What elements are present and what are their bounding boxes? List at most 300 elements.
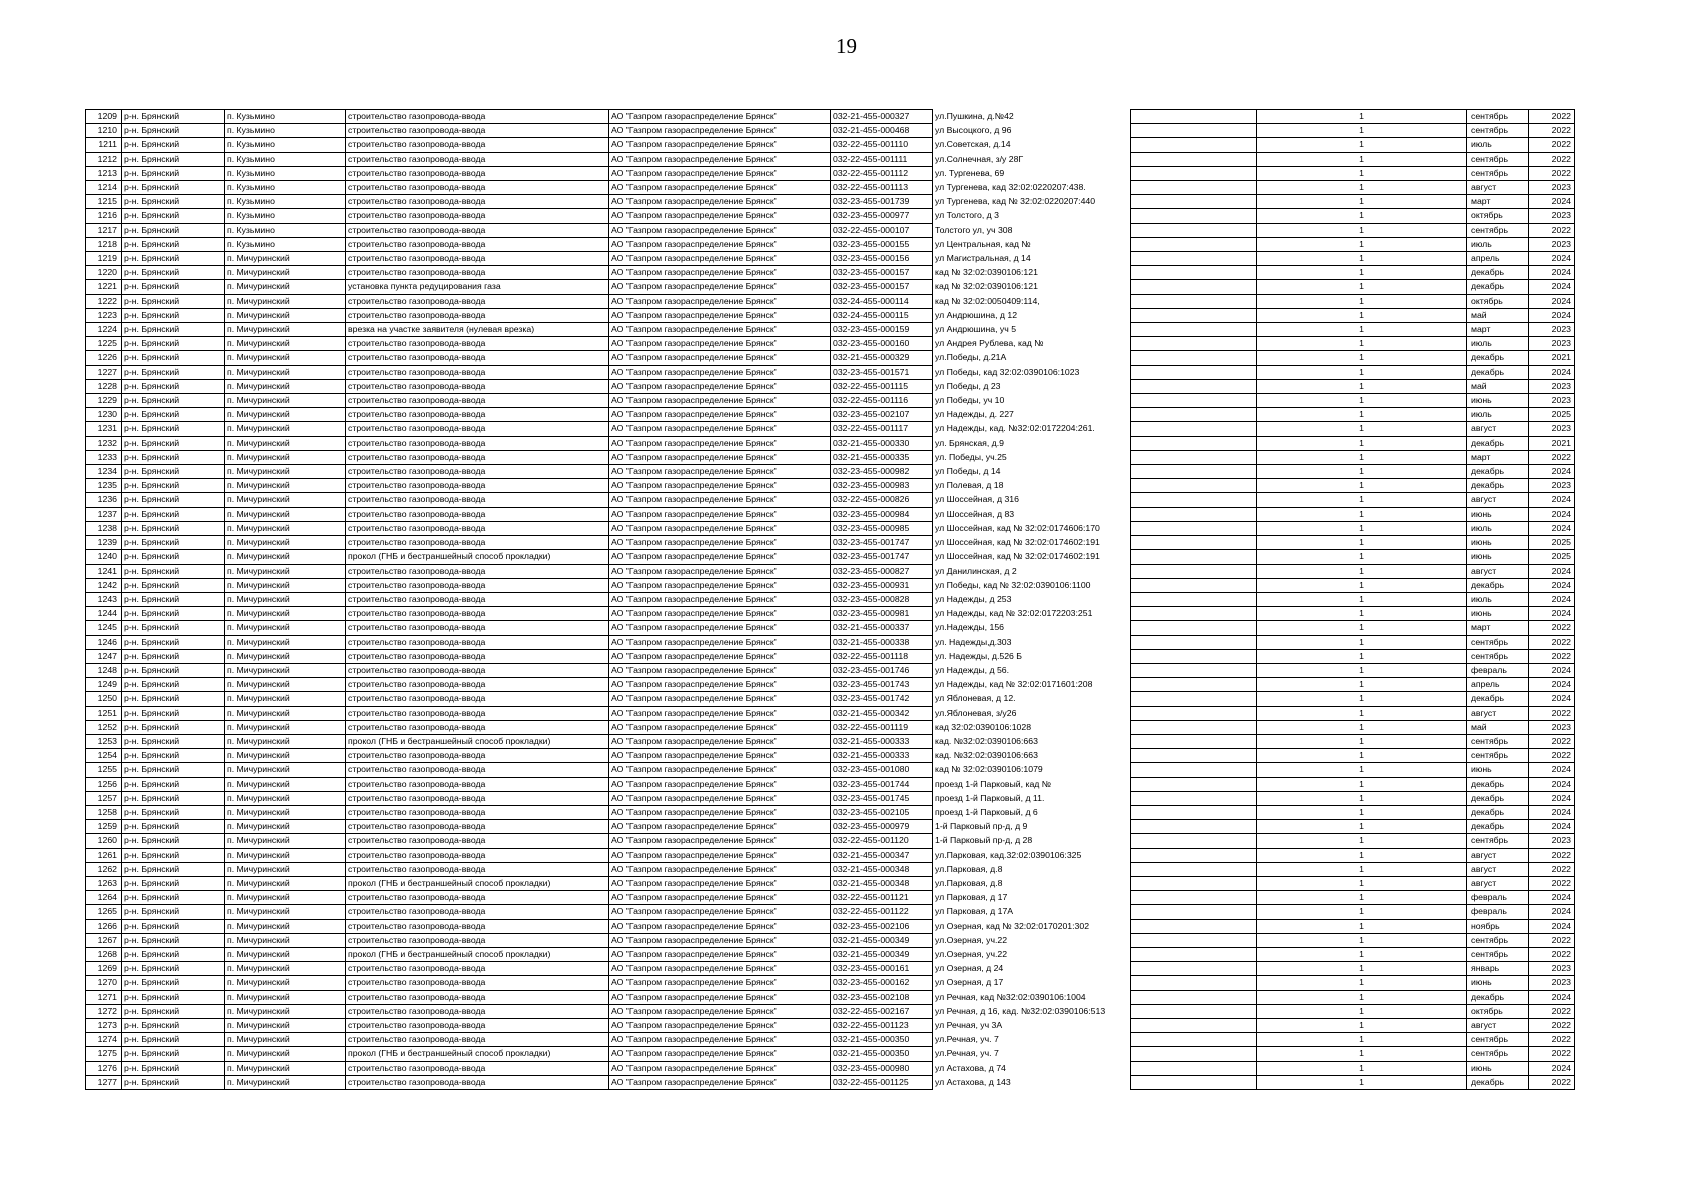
application-code-cell: 032-23-455-002106 (831, 919, 933, 933)
application-code-cell: 032-24-455-000114 (831, 294, 933, 308)
organization-cell: АО "Газпром газораспределение Брянск" (609, 763, 831, 777)
month-cell: декабрь (1467, 479, 1529, 493)
settlement-cell: п. Мичуринский (225, 308, 346, 322)
table-row (86, 876, 1133, 890)
organization-cell: АО "Газпром газораспределение Брянск" (609, 820, 831, 834)
row-number: 1268 (86, 947, 122, 961)
table-row (86, 450, 1133, 464)
month-cell: февраль (1467, 891, 1529, 905)
settlement-cell: п. Мичуринский (225, 578, 346, 592)
row-number: 1237 (86, 507, 122, 521)
settlement-cell: п. Мичуринский (225, 962, 346, 976)
year-cell: 2024 (1529, 919, 1575, 933)
table-row (1131, 649, 1575, 663)
address-cell: ул Победы, кад 32:02:0390106:1023 (935, 366, 1080, 377)
quantity-cell: 1 (1257, 947, 1467, 961)
year-cell: 2024 (1529, 280, 1575, 294)
quantity-cell: 1 (1257, 394, 1467, 408)
empty-cell (1131, 138, 1257, 152)
address-cell: ул Полевая, д 18 (935, 480, 1004, 491)
settlement-cell: п. Мичуринский (225, 1061, 346, 1075)
work-type-cell: строительство газопровода-ввода (346, 394, 609, 408)
district-cell: р-н. Брянский (122, 323, 225, 337)
records-table-right (1130, 109, 1575, 1090)
address-cell: 1-й Парковый пр-д, д 9 (935, 821, 1028, 832)
application-code-cell: 032-23-455-000977 (831, 209, 933, 223)
quantity-cell: 1 (1257, 1047, 1467, 1061)
work-type-cell: строительство газопровода-ввода (346, 763, 609, 777)
settlement-cell: п. Мичуринский (225, 607, 346, 621)
quantity-cell: 1 (1257, 550, 1467, 564)
settlement-cell: п. Мичуринский (225, 905, 346, 919)
year-cell: 2023 (1529, 379, 1575, 393)
district-cell: р-н. Брянский (122, 720, 225, 734)
organization-cell: АО "Газпром газораспределение Брянск" (609, 1061, 831, 1075)
application-code-cell: 032-23-455-001745 (831, 791, 933, 805)
row-number: 1218 (86, 237, 122, 251)
district-cell: р-н. Брянский (122, 465, 225, 479)
table-row (1131, 905, 1575, 919)
district-cell: р-н. Брянский (122, 976, 225, 990)
year-cell: 2024 (1529, 791, 1575, 805)
organization-cell: АО "Газпром газораспределение Брянск" (609, 493, 831, 507)
settlement-cell: п. Мичуринский (225, 351, 346, 365)
table-row (86, 507, 1133, 521)
row-number: 1216 (86, 209, 122, 223)
organization-cell: АО "Газпром газораспределение Брянск" (609, 578, 831, 592)
work-type-cell: строительство газопровода-ввода (346, 308, 609, 322)
address-cell: ул Андрюшина, д 12 (935, 309, 1018, 320)
quantity-cell: 1 (1257, 976, 1467, 990)
address-cell: ул. Тургенева, 69 (935, 167, 1005, 178)
table-row (86, 1019, 1133, 1033)
settlement-cell: п. Мичуринский (225, 337, 346, 351)
district-cell: р-н. Брянский (122, 1075, 225, 1089)
application-code-cell: 032-21-455-000337 (831, 621, 933, 635)
quantity-cell: 1 (1257, 791, 1467, 805)
empty-cell (1131, 365, 1257, 379)
quantity-cell: 1 (1257, 933, 1467, 947)
address-cell: ул Данилинская, д 2 (935, 565, 1017, 576)
table-row (86, 308, 1133, 322)
quantity-cell: 1 (1257, 450, 1467, 464)
month-cell: сентябрь (1467, 649, 1529, 663)
organization-cell: АО "Газпром газораспределение Брянск" (609, 152, 831, 166)
table-row (1131, 1004, 1575, 1018)
month-cell: июнь (1467, 507, 1529, 521)
application-code-cell: 032-21-455-000349 (831, 947, 933, 961)
quantity-cell: 1 (1257, 621, 1467, 635)
table-row (1131, 621, 1575, 635)
settlement-cell: п. Мичуринский (225, 692, 346, 706)
row-number: 1213 (86, 166, 122, 180)
district-cell: р-н. Брянский (122, 663, 225, 677)
organization-cell: АО "Газпром газораспределение Брянск" (609, 266, 831, 280)
row-number: 1221 (86, 280, 122, 294)
address-cell: ул Надежды, кад. №32:02:0172204:261. (935, 423, 1095, 434)
row-number: 1228 (86, 379, 122, 393)
table-row (86, 805, 1133, 819)
organization-cell: АО "Газпром газораспределение Брянск" (609, 323, 831, 337)
table-row (86, 692, 1133, 706)
settlement-cell: п. Мичуринский (225, 720, 346, 734)
work-type-cell: строительство газопровода-ввода (346, 422, 609, 436)
work-type-cell: строительство газопровода-ввода (346, 749, 609, 763)
table-row (86, 891, 1133, 905)
work-type-cell: строительство газопровода-ввода (346, 621, 609, 635)
table-row (1131, 166, 1575, 180)
settlement-cell: п. Мичуринский (225, 777, 346, 791)
application-code-cell: 032-22-455-001125 (831, 1075, 933, 1089)
table-row (1131, 933, 1575, 947)
address-cell: 1-й Парковый пр-д, д 28 (935, 835, 1033, 846)
month-cell: май (1467, 308, 1529, 322)
settlement-cell: п. Мичуринский (225, 365, 346, 379)
year-cell: 2022 (1529, 1047, 1575, 1061)
year-cell: 2024 (1529, 905, 1575, 919)
application-code-cell: 032-23-455-002105 (831, 805, 933, 819)
quantity-cell: 1 (1257, 720, 1467, 734)
application-code-cell: 032-23-455-001571 (831, 365, 933, 379)
district-cell: р-н. Брянский (122, 862, 225, 876)
table-row (1131, 223, 1575, 237)
year-cell: 2024 (1529, 493, 1575, 507)
district-cell: р-н. Брянский (122, 947, 225, 961)
settlement-cell: п. Кузьмино (225, 110, 346, 124)
settlement-cell: п. Мичуринский (225, 663, 346, 677)
work-type-cell: строительство газопровода-ввода (346, 266, 609, 280)
work-type-cell: прокол (ГНБ и бестраншейный способ прокладки) (346, 550, 609, 564)
organization-cell: АО "Газпром газораспределение Брянск" (609, 678, 831, 692)
month-cell: апрель (1467, 678, 1529, 692)
year-cell: 2024 (1529, 663, 1575, 677)
quantity-cell: 1 (1257, 905, 1467, 919)
table-row (1131, 337, 1575, 351)
table-row (1131, 266, 1575, 280)
district-cell: р-н. Брянский (122, 592, 225, 606)
table-row (1131, 124, 1575, 138)
quantity-cell: 1 (1257, 365, 1467, 379)
month-cell: сентябрь (1467, 1047, 1529, 1061)
table-row (86, 536, 1133, 550)
district-cell: р-н. Брянский (122, 337, 225, 351)
empty-cell (1131, 820, 1257, 834)
address-cell: ул Победы, кад № 32:02:0390106:1100 (935, 579, 1091, 590)
empty-cell (1131, 550, 1257, 564)
application-code-cell: 032-23-455-000162 (831, 976, 933, 990)
address-cell: ул Андрея Рублева, кад № (935, 338, 1044, 349)
year-cell: 2023 (1529, 323, 1575, 337)
table-row (86, 550, 1133, 564)
table-row (86, 678, 1133, 692)
table-row (86, 592, 1133, 606)
table-row (86, 649, 1133, 663)
settlement-cell: п. Мичуринский (225, 791, 346, 805)
organization-cell: АО "Газпром газораспределение Брянск" (609, 947, 831, 961)
table-row (1131, 209, 1575, 223)
application-code-cell: 032-23-455-000979 (831, 820, 933, 834)
month-cell: март (1467, 450, 1529, 464)
year-cell: 2022 (1529, 450, 1575, 464)
district-cell: р-н. Брянский (122, 607, 225, 621)
address-cell: ул Озерная, кад № 32:02:0170201:302 (935, 920, 1090, 931)
application-code-cell: 032-22-455-001111 (831, 152, 933, 166)
row-number: 1246 (86, 635, 122, 649)
month-cell: июнь (1467, 550, 1529, 564)
district-cell: р-н. Брянский (122, 905, 225, 919)
table-row (86, 791, 1133, 805)
row-number: 1255 (86, 763, 122, 777)
district-cell: р-н. Брянский (122, 578, 225, 592)
district-cell: р-н. Брянский (122, 110, 225, 124)
row-number: 1269 (86, 962, 122, 976)
row-number: 1264 (86, 891, 122, 905)
row-number: 1222 (86, 294, 122, 308)
empty-cell (1131, 621, 1257, 635)
district-cell: р-н. Брянский (122, 805, 225, 819)
settlement-cell: п. Мичуринский (225, 436, 346, 450)
quantity-cell: 1 (1257, 166, 1467, 180)
address-cell: ул.Речная, уч. 7 (935, 1048, 999, 1059)
address-cell: ул. Победы, уч.25 (935, 451, 1007, 462)
month-cell: август (1467, 493, 1529, 507)
empty-cell (1131, 578, 1257, 592)
organization-cell: АО "Газпром газораспределение Брянск" (609, 848, 831, 862)
month-cell: июнь (1467, 536, 1529, 550)
organization-cell: АО "Газпром газораспределение Брянск" (609, 422, 831, 436)
district-cell: р-н. Брянский (122, 1047, 225, 1061)
month-cell: февраль (1467, 905, 1529, 919)
organization-cell: АО "Газпром газораспределение Брянск" (609, 436, 831, 450)
month-cell: октябрь (1467, 294, 1529, 308)
year-cell: 2022 (1529, 947, 1575, 961)
district-cell: р-н. Брянский (122, 195, 225, 209)
quantity-cell: 1 (1257, 436, 1467, 450)
settlement-cell: п. Мичуринский (225, 323, 346, 337)
row-number: 1217 (86, 223, 122, 237)
quantity-cell: 1 (1257, 678, 1467, 692)
table-row (86, 749, 1133, 763)
settlement-cell: п. Мичуринский (225, 1075, 346, 1089)
empty-cell (1131, 1075, 1257, 1089)
month-cell: сентябрь (1467, 110, 1529, 124)
settlement-cell: п. Мичуринский (225, 848, 346, 862)
table-row (1131, 749, 1575, 763)
district-cell: р-н. Брянский (122, 1019, 225, 1033)
work-type-cell: строительство газопровода-ввода (346, 465, 609, 479)
empty-cell (1131, 465, 1257, 479)
row-number: 1231 (86, 422, 122, 436)
empty-cell (1131, 1047, 1257, 1061)
month-cell: сентябрь (1467, 834, 1529, 848)
year-cell: 2022 (1529, 933, 1575, 947)
work-type-cell: строительство газопровода-ввода (346, 933, 609, 947)
application-code-cell: 032-23-455-000155 (831, 237, 933, 251)
address-cell: ул Речная, уч 3А (935, 1020, 1003, 1030)
district-cell: р-н. Брянский (122, 791, 225, 805)
district-cell: р-н. Брянский (122, 493, 225, 507)
organization-cell: АО "Газпром газораспределение Брянск" (609, 1019, 831, 1033)
month-cell: декабрь (1467, 266, 1529, 280)
empty-cell (1131, 678, 1257, 692)
table-row (86, 237, 1133, 251)
empty-cell (1131, 607, 1257, 621)
quantity-cell: 1 (1257, 308, 1467, 322)
month-cell: март (1467, 323, 1529, 337)
row-number: 1253 (86, 734, 122, 748)
row-number: 1241 (86, 564, 122, 578)
organization-cell: АО "Газпром газораспределение Брянск" (609, 777, 831, 791)
month-cell: декабрь (1467, 578, 1529, 592)
organization-cell: АО "Газпром газораспределение Брянск" (609, 479, 831, 493)
month-cell: август (1467, 862, 1529, 876)
table-row (86, 635, 1133, 649)
application-code-cell: 032-23-455-001739 (831, 195, 933, 209)
settlement-cell: п. Мичуринский (225, 479, 346, 493)
address-cell: ул Тургенева, кад 32:02:0220207:438. (935, 182, 1086, 193)
table-row (1131, 734, 1575, 748)
district-cell: р-н. Брянский (122, 962, 225, 976)
row-number: 1236 (86, 493, 122, 507)
table-row (86, 990, 1133, 1004)
table-row (1131, 507, 1575, 521)
organization-cell: АО "Газпром газораспределение Брянск" (609, 720, 831, 734)
empty-cell (1131, 280, 1257, 294)
organization-cell: АО "Газпром газораспределение Брянск" (609, 933, 831, 947)
address-cell: ул Высоцкого, д 96 (935, 125, 1012, 136)
work-type-cell: строительство газопровода-ввода (346, 649, 609, 663)
organization-cell: АО "Газпром газораспределение Брянск" (609, 862, 831, 876)
month-cell: сентябрь (1467, 734, 1529, 748)
row-number: 1262 (86, 862, 122, 876)
table-row (1131, 436, 1575, 450)
work-type-cell: строительство газопровода-ввода (346, 351, 609, 365)
table-row (86, 777, 1133, 791)
month-cell: июль (1467, 337, 1529, 351)
table-row (86, 848, 1133, 862)
month-cell: июнь (1467, 976, 1529, 990)
quantity-cell: 1 (1257, 564, 1467, 578)
organization-cell: АО "Газпром газораспределение Брянск" (609, 919, 831, 933)
year-cell: 2024 (1529, 777, 1575, 791)
address-cell: ул Надежды, д 56. (935, 664, 1010, 675)
row-number: 1244 (86, 607, 122, 621)
table-row (1131, 947, 1575, 961)
settlement-cell: п. Кузьмино (225, 166, 346, 180)
year-cell: 2023 (1529, 976, 1575, 990)
empty-cell (1131, 720, 1257, 734)
empty-cell (1131, 777, 1257, 791)
organization-cell: АО "Газпром газораспределение Брянск" (609, 379, 831, 393)
district-cell: р-н. Брянский (122, 266, 225, 280)
table-row (1131, 678, 1575, 692)
application-code-cell: 032-22-455-001121 (831, 891, 933, 905)
organization-cell: АО "Газпром газораспределение Брянск" (609, 962, 831, 976)
address-cell: кад 32:02:0390106:1028 (935, 721, 1032, 732)
row-number: 1260 (86, 834, 122, 848)
district-cell: р-н. Брянский (122, 408, 225, 422)
quantity-cell: 1 (1257, 919, 1467, 933)
table-row (1131, 820, 1575, 834)
table-row (86, 607, 1133, 621)
work-type-cell: строительство газопровода-ввода (346, 1061, 609, 1075)
row-number: 1219 (86, 252, 122, 266)
district-cell: р-н. Брянский (122, 621, 225, 635)
year-cell: 2022 (1529, 749, 1575, 763)
row-number: 1259 (86, 820, 122, 834)
work-type-cell: строительство газопровода-ввода (346, 379, 609, 393)
row-number: 1225 (86, 337, 122, 351)
quantity-cell: 1 (1257, 138, 1467, 152)
month-cell: июнь (1467, 607, 1529, 621)
year-cell: 2023 (1529, 422, 1575, 436)
work-type-cell: строительство газопровода-ввода (346, 848, 609, 862)
address-cell: ул Победы, д 14 (935, 466, 1001, 477)
table-row (86, 181, 1133, 195)
year-cell: 2023 (1529, 394, 1575, 408)
row-number: 1266 (86, 919, 122, 933)
row-number: 1214 (86, 181, 122, 195)
organization-cell: АО "Газпром газораспределение Брянск" (609, 550, 831, 564)
table-row (86, 138, 1133, 152)
work-type-cell: строительство газопровода-ввода (346, 365, 609, 379)
year-cell: 2024 (1529, 820, 1575, 834)
address-cell: ул Речная, кад №32:02:0390106:1004 (935, 991, 1086, 1002)
address-cell: ул Шоссейная, д 83 (935, 508, 1015, 519)
year-cell: 2024 (1529, 578, 1575, 592)
empty-cell (1131, 124, 1257, 138)
table-row (1131, 720, 1575, 734)
address-cell: ул.Речная, уч. 7 (935, 1034, 999, 1045)
empty-cell (1131, 692, 1257, 706)
empty-cell (1131, 536, 1257, 550)
organization-cell: АО "Газпром газораспределение Брянск" (609, 507, 831, 521)
quantity-cell: 1 (1257, 536, 1467, 550)
table-row (1131, 365, 1575, 379)
settlement-cell: п. Мичуринский (225, 635, 346, 649)
year-cell: 2022 (1529, 635, 1575, 649)
year-cell: 2024 (1529, 891, 1575, 905)
quantity-cell: 1 (1257, 465, 1467, 479)
district-cell: р-н. Брянский (122, 351, 225, 365)
organization-cell: АО "Газпром газораспределение Брянск" (609, 351, 831, 365)
empty-cell (1131, 521, 1257, 535)
address-cell: ул.Озерная, уч.22 (935, 948, 1008, 959)
table-row (1131, 1075, 1575, 1089)
table-row (1131, 493, 1575, 507)
work-type-cell: строительство газопровода-ввода (346, 337, 609, 351)
quantity-cell: 1 (1257, 763, 1467, 777)
application-code-cell: 032-21-455-000349 (831, 933, 933, 947)
table-row (1131, 791, 1575, 805)
work-type-cell: строительство газопровода-ввода (346, 479, 609, 493)
settlement-cell: п. Мичуринский (225, 990, 346, 1004)
work-type-cell: строительство газопровода-ввода (346, 805, 609, 819)
district-cell: р-н. Брянский (122, 422, 225, 436)
row-number: 1245 (86, 621, 122, 635)
address-cell: ул Магистральная, д 14 (935, 253, 1031, 264)
year-cell: 2022 (1529, 138, 1575, 152)
district-cell: р-н. Брянский (122, 252, 225, 266)
row-number: 1239 (86, 536, 122, 550)
table-row (86, 166, 1133, 180)
row-number: 1261 (86, 848, 122, 862)
district-cell: р-н. Брянский (122, 166, 225, 180)
application-code-cell: 032-22-455-001110 (831, 138, 933, 152)
row-number: 1247 (86, 649, 122, 663)
month-cell: март (1467, 621, 1529, 635)
empty-cell (1131, 564, 1257, 578)
